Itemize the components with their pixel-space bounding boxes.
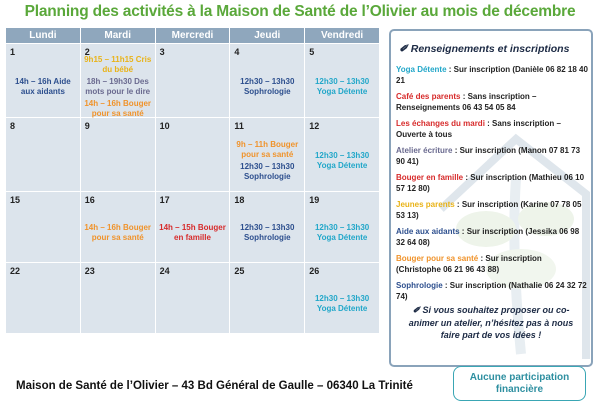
- activity-event: 12h30 – 13h30 Yoga Détente: [314, 223, 370, 242]
- calendar-day-cell: [155, 44, 230, 118]
- info-item-text: : Sur inscription (Karine 07 78 05 53 13): [396, 200, 582, 220]
- day-events: [6, 132, 80, 189]
- day-number: 8: [10, 121, 16, 131]
- calendar-day-cell: [305, 263, 380, 334]
- info-panel: [389, 29, 593, 367]
- activity-event: 18h – 19h30 Des mots pour le dire: [85, 76, 151, 96]
- day-events: [305, 58, 379, 115]
- info-item-name: Bouger en famille: [396, 173, 464, 182]
- info-item: [396, 199, 588, 221]
- day-events: [305, 277, 379, 331]
- day-number: 24: [159, 266, 170, 276]
- activity-event: 9h15 – 11h15 Cris du bébé: [84, 54, 152, 74]
- calendar-day-cell: [155, 192, 230, 263]
- header-lundi: Lundi: [6, 28, 81, 44]
- info-item-name: Aide aux aidants: [396, 227, 460, 236]
- day-events: [305, 132, 379, 189]
- pencil-icon: ✐: [399, 43, 408, 55]
- day-number: 22: [10, 266, 21, 276]
- calendar-day-cell: [230, 263, 305, 334]
- day-events: [230, 58, 304, 115]
- day-events: [6, 277, 80, 331]
- info-note-text: Si vous souhaitez proposer ou co-animer un atelier, n’hésitez pas à nous faire part de vos idées !: [408, 305, 574, 340]
- info-list: [396, 64, 588, 307]
- calendar-table: [5, 27, 380, 334]
- calendar-week-row: [6, 44, 380, 118]
- activity-event: 14h – 16h Bouger pour sa santé: [84, 223, 152, 242]
- info-item-text: : Sur inscription (Danièle 06 82 18 40 21: [396, 65, 588, 85]
- day-number: 9: [84, 121, 90, 131]
- day-number: 18: [234, 195, 245, 205]
- day-number: 11: [234, 121, 244, 131]
- header-mercredi: Mercredi: [155, 28, 230, 44]
- day-number: 16: [84, 195, 95, 205]
- header-vendredi: Vendredi: [305, 28, 380, 44]
- info-item-text: : Sur inscription (Nathalie 06 24 32 72 74): [396, 281, 587, 301]
- day-number: 19: [309, 195, 320, 205]
- header-jeudi: Jeudi: [230, 28, 305, 44]
- day-number: 15: [10, 195, 21, 205]
- calendar-day-cell: [6, 118, 81, 192]
- calendar-day-cell: [305, 192, 380, 263]
- calendar-day-cell: [80, 44, 155, 118]
- day-events: [156, 132, 230, 189]
- day-events: [230, 132, 304, 189]
- info-item: [396, 118, 588, 140]
- info-item-name: Jeunes parents: [396, 200, 455, 209]
- activity-event: 12h30 – 13h30 Sophrologie: [240, 161, 295, 181]
- calendar-day-cell: [6, 44, 81, 118]
- day-events: [81, 54, 155, 118]
- activity-event: 9h – 11h Bouger pour sa santé: [236, 139, 299, 159]
- day-number: 4: [234, 47, 240, 57]
- info-item: [396, 91, 588, 113]
- info-item: [396, 280, 588, 302]
- info-title-text: Renseignements et inscriptions: [410, 43, 570, 55]
- day-events: [81, 206, 155, 260]
- activity-event: 12h30 – 13h30 Yoga Détente: [314, 76, 370, 96]
- info-item-name: Bouger pour sa santé: [396, 254, 479, 263]
- day-number: 3: [159, 47, 165, 57]
- calendar-day-cell: [6, 192, 81, 263]
- activity-event: 12h30 – 13h30 Sophrologie: [240, 223, 295, 242]
- header-mardi: Mardi: [80, 28, 155, 44]
- info-item-text: : Sur inscription (Manon 07 81 73 90 41): [396, 146, 581, 166]
- info-item-name: Les échanges du mardi: [396, 119, 485, 128]
- day-events: [6, 206, 80, 260]
- day-number: 1: [10, 47, 16, 57]
- calendar-week-row: [6, 118, 380, 192]
- calendar-day-cell: [230, 192, 305, 263]
- calendar-day-cell: [6, 263, 81, 334]
- day-number: 23: [84, 266, 95, 276]
- calendar-header-row: [6, 28, 380, 44]
- day-events: [230, 206, 304, 260]
- page-title: Planning des activités à la Maison de Santé de l’Olivier au mois de décembre: [24, 3, 576, 20]
- info-item-name: Atelier écriture: [396, 146, 453, 155]
- activity-event: 14h – 16h Bouger pour sa santé: [84, 98, 152, 118]
- pencil-icon: ✐: [412, 305, 420, 315]
- no-cost-badge: Aucune participation financière: [453, 366, 586, 401]
- day-number: 5: [309, 47, 315, 57]
- info-item: [396, 253, 588, 275]
- calendar-day-cell: [305, 118, 380, 192]
- calendar-day-cell: [80, 118, 155, 192]
- day-events: [230, 277, 304, 331]
- calendar-day-cell: [155, 118, 230, 192]
- info-item: [396, 226, 588, 248]
- info-title: [399, 43, 569, 55]
- calendar-day-cell: [230, 118, 305, 192]
- info-item-name: Sophrologie: [396, 281, 443, 290]
- activity-event: 14h – 15h Bouger en famille: [159, 223, 226, 242]
- day-events: [6, 58, 80, 115]
- calendar-day-cell: [80, 263, 155, 334]
- address: Maison de Santé de l’Olivier – 43 Bd Général de Gaulle – 06340 La Trinité: [16, 380, 413, 392]
- info-note: [405, 304, 577, 342]
- activity-event: 12h30 – 13h30 Sophrologie: [240, 76, 295, 96]
- calendar-day-cell: [80, 192, 155, 263]
- calendar-day-cell: [230, 44, 305, 118]
- info-item: [396, 64, 588, 86]
- info-item-text: : Sur inscription (Jessika 06 98 32 64 08): [396, 227, 580, 247]
- info-item-text: : Sur inscription (Mathieu 06 10 57 12 80): [396, 173, 585, 193]
- info-item-name: Café des parents: [396, 92, 461, 101]
- calendar-week-row: [6, 263, 380, 334]
- info-item: [396, 172, 588, 194]
- day-number: 2: [84, 47, 90, 57]
- info-item-text: : Sans inscription – Ouverte à tous: [396, 119, 561, 139]
- day-events: [156, 277, 230, 331]
- day-number: 17: [159, 195, 170, 205]
- day-events: [305, 206, 379, 260]
- day-number: 26: [309, 266, 320, 276]
- day-events: [81, 132, 155, 189]
- day-number: 10: [159, 121, 170, 131]
- info-item-name: Yoga Détente: [396, 65, 447, 74]
- info-item-text: : Sans inscription – Renseignements 06 43 54 05 84: [396, 92, 537, 112]
- activity-event: 12h30 – 13h30 Yoga Détente: [314, 294, 370, 313]
- day-events: [156, 58, 230, 115]
- calendar-day-cell: [155, 263, 230, 334]
- day-number: 25: [234, 266, 245, 276]
- activity-event: 12h30 – 13h30 Yoga Détente: [314, 150, 370, 170]
- calendar-day-cell: [305, 44, 380, 118]
- day-events: [156, 206, 230, 260]
- day-number: 12: [309, 121, 320, 131]
- info-item-text: : Sur inscription (Christophe 06 21 96 43 88): [396, 254, 542, 274]
- info-item: [396, 145, 588, 167]
- calendar-week-row: [6, 192, 380, 263]
- day-events: [81, 277, 155, 331]
- activity-event: 14h – 16h Aide aux aidants: [15, 76, 71, 96]
